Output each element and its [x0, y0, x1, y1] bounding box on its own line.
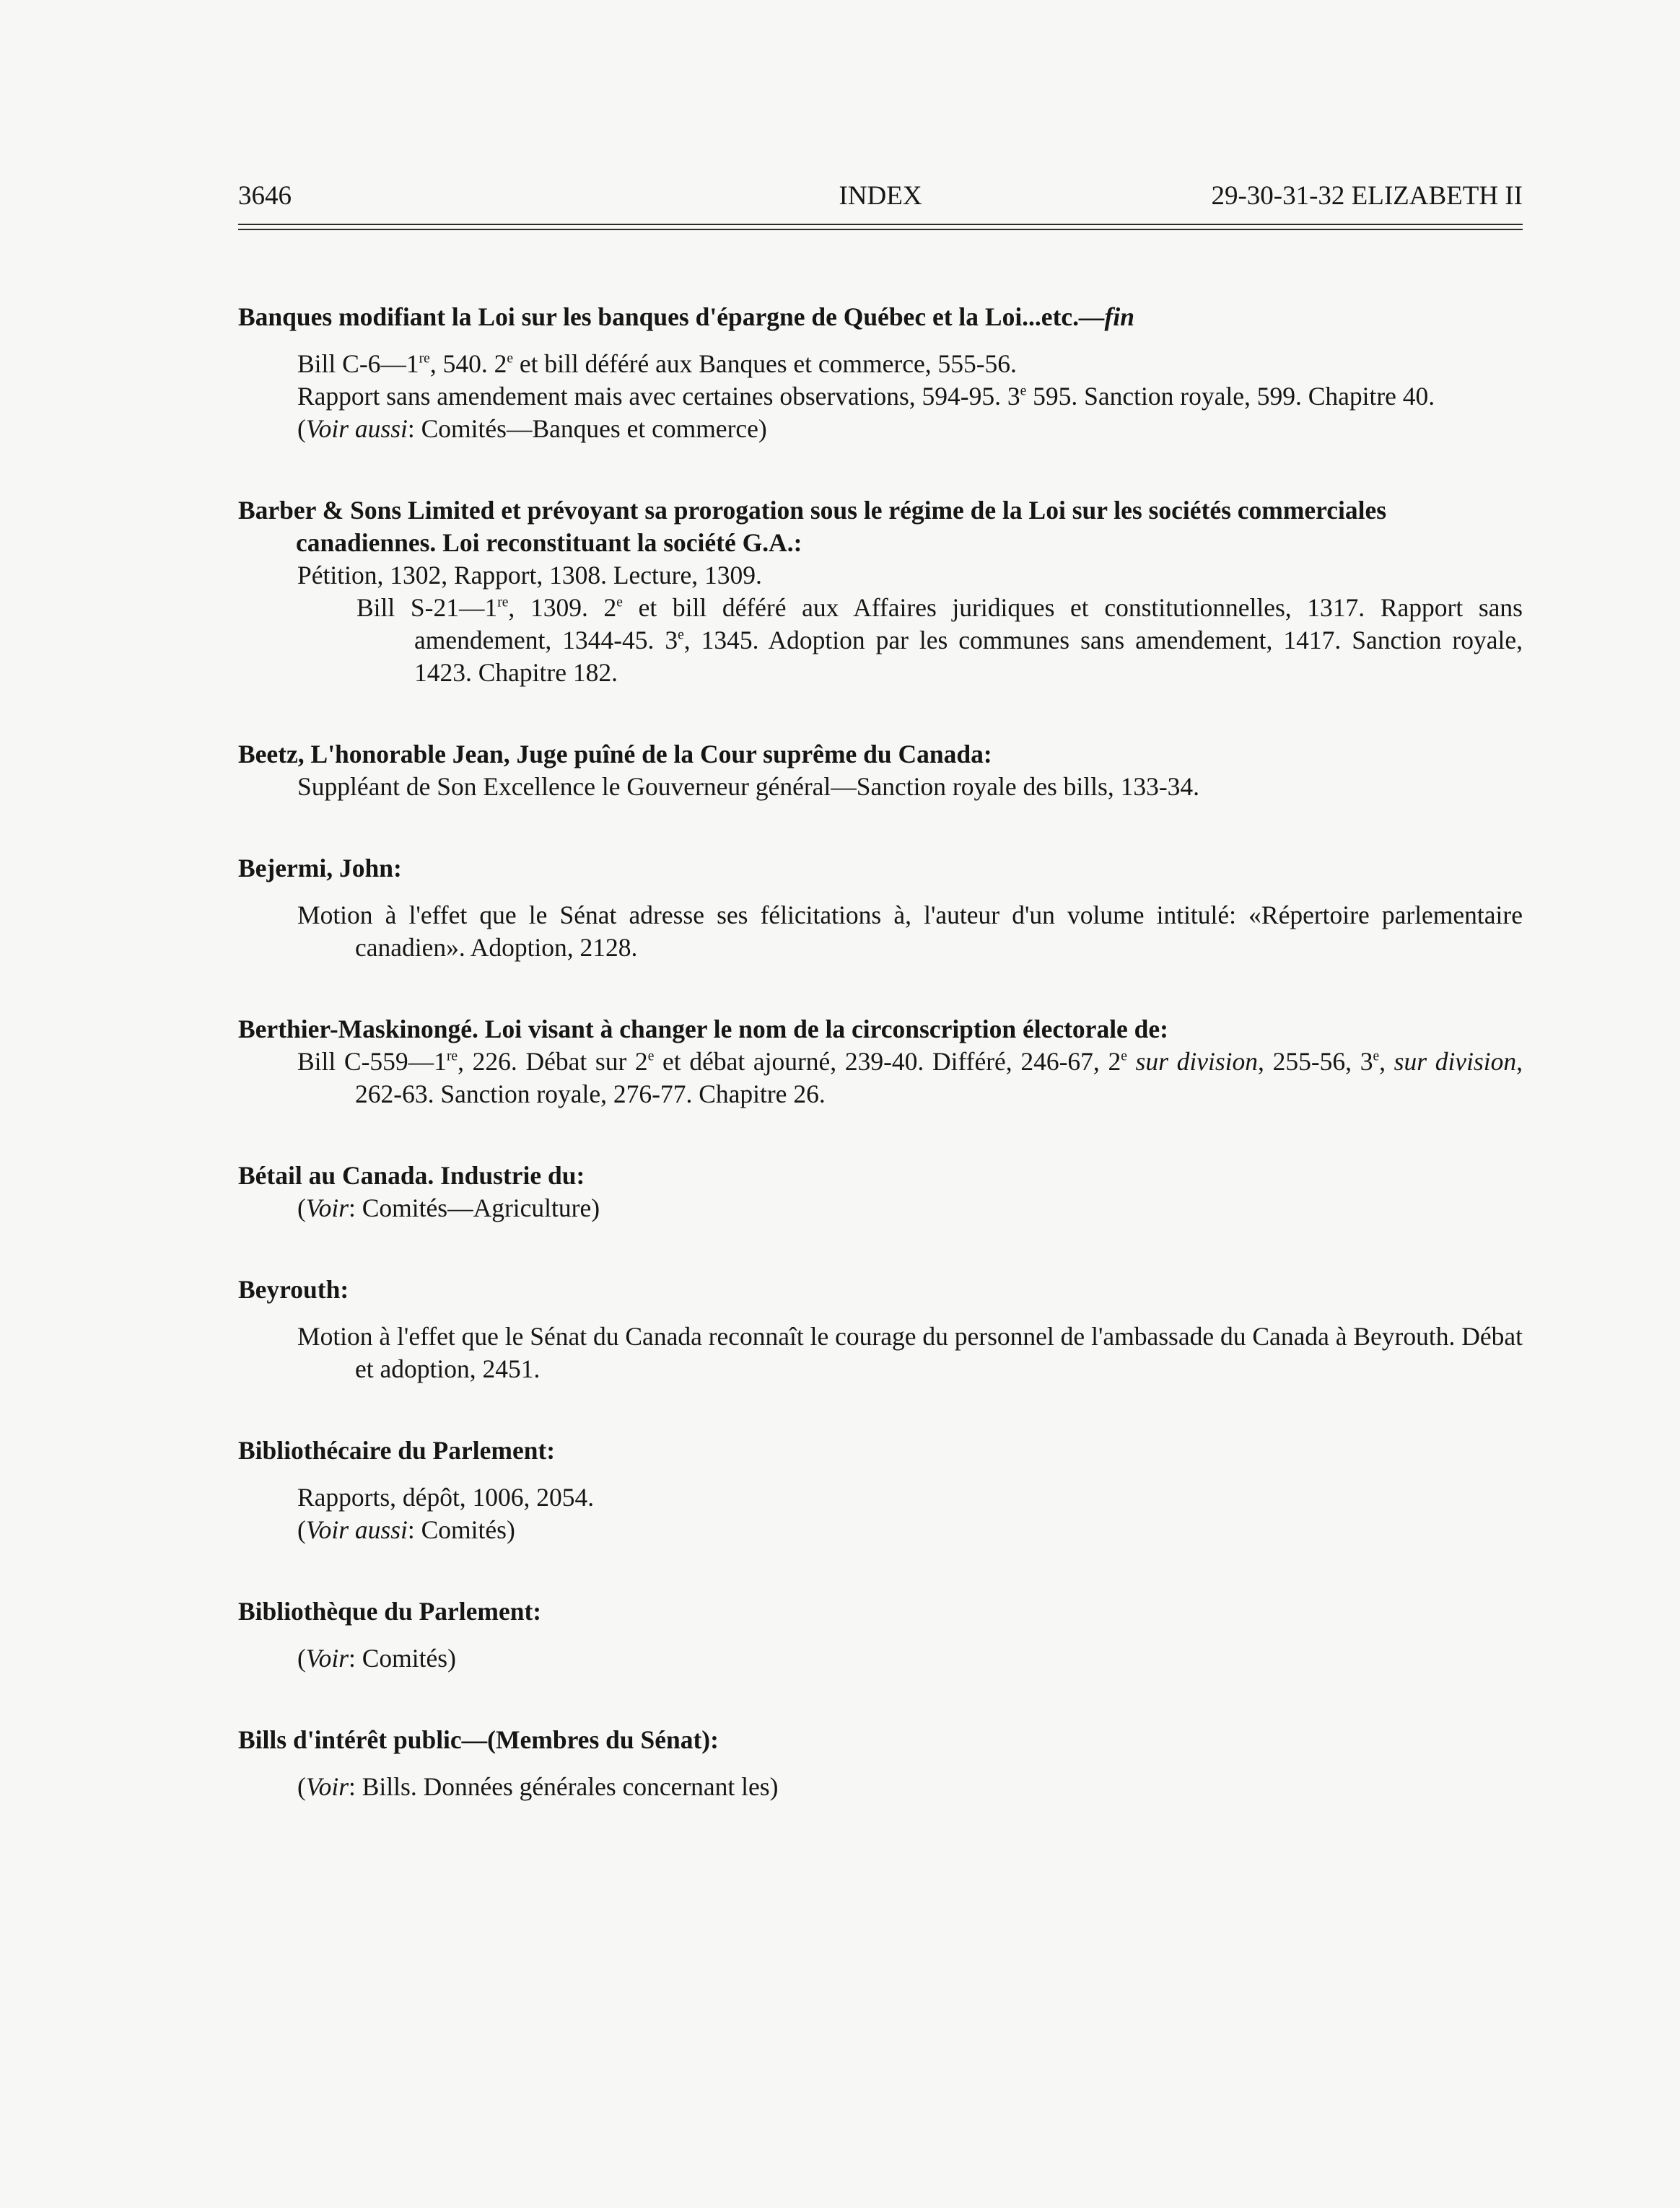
entry-see: (Voir: Bills. Données générales concernant les) [297, 1772, 779, 1801]
entry-line: Motion à l'effet que le Sénat adresse ses félicitations à, l'auteur d'un volume intitulé: «Répertoire parlementaire canadien». Adoption, 2128. [297, 901, 1523, 962]
volume-label: 29-30-31-32 ELIZABETH II [1211, 181, 1523, 211]
entry-see: (Voir: Comités—Agriculture) [297, 1193, 600, 1222]
entry-line: Motion à l'effet que le Sénat du Canada reconnaît le courage du personnel de l'ambassade du Canada à Beyrouth. Débat et adoption, 2451. [297, 1322, 1523, 1383]
entry-betail [238, 1160, 1523, 1225]
entry-banques [238, 301, 1523, 445]
entry-line: Bill C-6—1re, 540. 2e et bill déféré aux Banques et commerce, 555-56. [297, 349, 1017, 378]
entry-line: Rapport sans amendement mais avec certaines observations, 594-95. 3e 595. Sanction royale, 599. Chapitre 40. [297, 382, 1435, 411]
index-page [238, 173, 1523, 1852]
entry-bibliotheque [238, 1595, 1523, 1675]
entry-bejermi [238, 852, 1523, 964]
entry-line: Suppléant de Son Excellence le Gouverneur général—Sanction royale des bills, 133-34. [297, 772, 1200, 801]
entry-see-also: (Voir aussi: Comités—Banques et commerce) [297, 414, 767, 443]
page-header [238, 173, 1523, 218]
entry-line: Pétition, 1302, Rapport, 1308. Lecture, 1309. [297, 561, 762, 590]
entry-heading: Berthier-Maskinongé. Loi visant à changer le nom de la circonscription électorale de: [238, 1015, 1169, 1043]
entry-heading: Bills d'intérêt public—(Membres du Sénat): [238, 1725, 719, 1754]
entry-heading: Bejermi, John: [238, 854, 402, 882]
entry-heading: Barber & Sons Limited et prévoyant sa prorogation sous le régime de la Loi sur les sociétés commerciales canadiennes. Loi reconstituant la société G.A.: [238, 496, 1387, 557]
entry-barber [238, 494, 1523, 689]
index-entries [238, 301, 1523, 1803]
entry-heading: Bibliothécaire du Parlement: [238, 1436, 556, 1465]
entry-heading: Bibliothèque du Parlement: [238, 1597, 542, 1626]
entry-heading: Beyrouth: [238, 1275, 349, 1304]
entry-berthier [238, 1013, 1523, 1110]
entry-beyrouth [238, 1274, 1523, 1385]
page-number: 3646 [238, 181, 292, 211]
entry-heading: Bétail au Canada. Industrie du: [238, 1161, 585, 1190]
entry-see: (Voir: Comités) [297, 1644, 456, 1673]
entry-heading: Beetz, L'honorable Jean, Juge puîné de la Cour suprême du Canada: [238, 740, 992, 768]
entry-heading: Banques modifiant la Loi sur les banques d'épargne de Québec et la Loi...etc.—fin [238, 302, 1134, 331]
entry-line: Bill S-21—1re, 1309. 2e et bill déféré aux Affaires juridiques et constitutionnelles, 1317. Rapport sans amendement, 1344-45. 3e, 1345. Adoption par les communes sans amendement, 1417. Sanction royale, 1423. Chapitre 182. [356, 593, 1523, 687]
entry-line: Rapports, dépôt, 1006, 2054. [297, 1483, 595, 1512]
running-title: INDEX [839, 181, 922, 211]
entry-beetz [238, 738, 1523, 803]
entry-bills [238, 1724, 1523, 1803]
entry-bibliothecaire [238, 1434, 1523, 1546]
entry-see-also: (Voir aussi: Comités) [297, 1515, 515, 1544]
entry-line: Bill C-559—1re, 226. Débat sur 2e et débat ajourné, 239-40. Différé, 246-67, 2e sur division, 255-56, 3e, sur division, 262-63. Sanction royale, 276-77. Chapitre 26. [297, 1047, 1523, 1108]
header-rule [238, 224, 1523, 230]
